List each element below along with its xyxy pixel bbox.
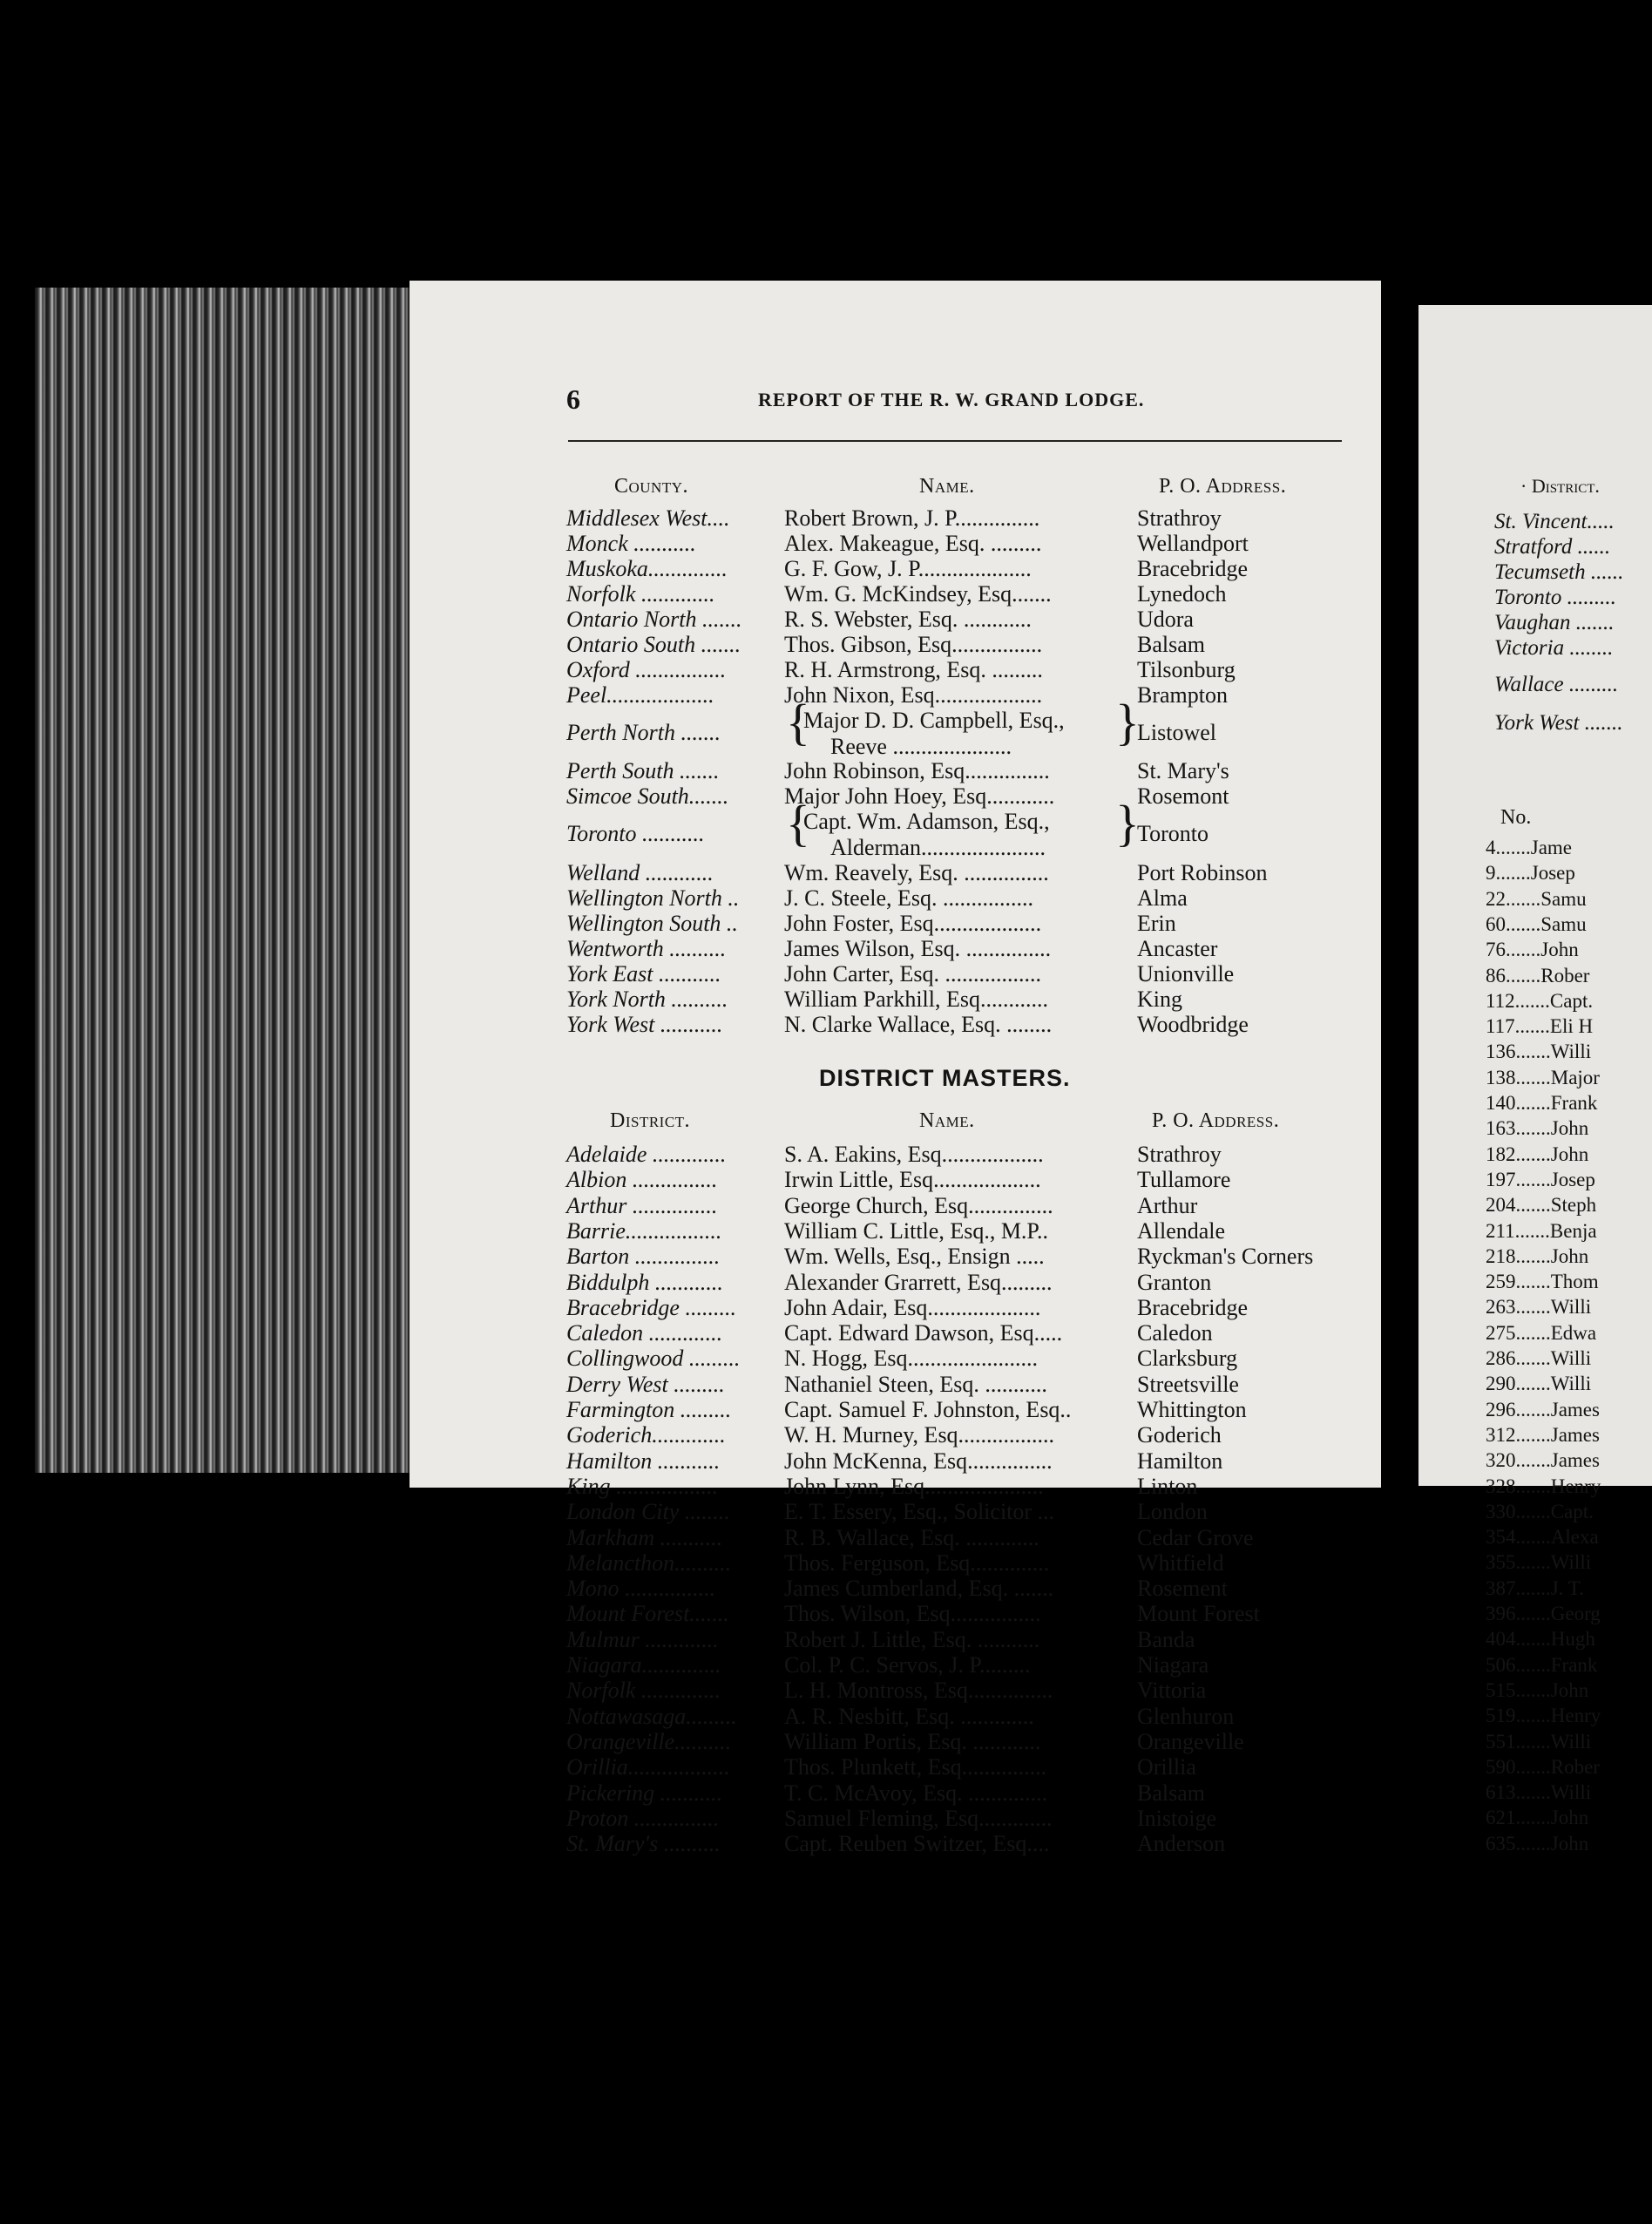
row-address: Tullamore [1137, 1167, 1231, 1193]
row-place: Peel................... [566, 682, 714, 708]
row-place: York East ........... [566, 961, 721, 987]
table-row [566, 632, 1351, 658]
district-header: District. [610, 1109, 691, 1132]
table-row [566, 1678, 1351, 1704]
row-address: Whitfield [1137, 1549, 1224, 1576]
row-place: London City ........ [566, 1499, 730, 1525]
right-numbered-item: 635.......John [1486, 1832, 1589, 1854]
row-name: J. C. Steele, Esq. ................ [784, 885, 1033, 911]
section-title: DISTRICT MASTERS. [819, 1065, 1071, 1091]
right-no-header: No. [1500, 806, 1532, 829]
right-numbered-item: 519.......Henry [1486, 1705, 1601, 1727]
row-place: Norfolk .............. [566, 1678, 721, 1704]
right-numbered-item: 140.......Frank [1486, 1092, 1598, 1114]
brace-close-2: } [1115, 795, 1140, 851]
row-name: Robert J. Little, Esq. ........... [784, 1626, 1040, 1652]
row-place: Barton ............... [566, 1244, 721, 1270]
row-name: James Cumberland, Esq. ....... [784, 1576, 1054, 1602]
table-row [566, 1754, 1351, 1780]
row-name: S. A. Eakins, Esq.................. [784, 1142, 1044, 1167]
row-address: Alma [1137, 885, 1188, 911]
row-name: Robert Brown, J. P............... [784, 505, 1040, 531]
row-address: Whittington [1137, 1397, 1247, 1422]
right-numbered-item: 290.......Willi [1486, 1373, 1592, 1395]
row-address: Strathroy [1137, 1142, 1222, 1167]
row-address: St. Mary's [1137, 758, 1229, 783]
row-name: Alex. Makeague, Esq. ......... [784, 531, 1042, 556]
row-address: Hamilton [1137, 1448, 1223, 1474]
row-name: Thos. Wilson, Esq................ [784, 1601, 1041, 1627]
table-row [566, 1295, 1351, 1321]
row-name: Wm. G. McKindsey, Esq....... [784, 581, 1052, 607]
right-numbered-item: 259.......Thom [1486, 1271, 1599, 1293]
toronto-name-1: Capt. Wm. Adamson, Esq., [803, 809, 1050, 834]
brace-close: } [1115, 694, 1140, 750]
book-page-edges [35, 288, 418, 1473]
row-name: John Nixon, Esq................... [784, 682, 1043, 708]
row-place: Pickering ........... [566, 1780, 723, 1806]
table-row [566, 1652, 1351, 1678]
row-place: Caledon ............. [566, 1320, 723, 1346]
row-address: Linton [1137, 1473, 1198, 1499]
row-address: London [1137, 1499, 1208, 1525]
right-numbered-item: 197.......Josep [1486, 1168, 1595, 1190]
table-row [566, 1012, 1351, 1038]
table-row [566, 556, 1351, 582]
row-place: Orangeville.......... [566, 1728, 732, 1754]
row-address: Orillia [1137, 1754, 1196, 1780]
row-address: Ancaster [1137, 936, 1218, 961]
right-numbered-item: 355.......Willi [1486, 1551, 1592, 1574]
row-name: John Robinson, Esq............... [784, 758, 1050, 783]
right-numbered-item: 286.......Willi [1486, 1347, 1592, 1369]
right-district-item: St. Vincent..... [1494, 510, 1615, 533]
row-place: Mount Forest....... [566, 1601, 729, 1627]
row-address: Rosement [1137, 1576, 1228, 1602]
page-number: 6 [566, 383, 580, 415]
right-numbered-item: 211.......Benja [1486, 1219, 1597, 1242]
row-place: Albion ............... [566, 1167, 718, 1193]
row-name: Wm. Reavely, Esq. ............... [784, 860, 1049, 885]
row-address: Bracebridge [1137, 556, 1249, 581]
right-numbered-item: 86.......Rober [1486, 964, 1590, 987]
row-place: Ontario North ....... [566, 607, 742, 632]
row-address: Banda [1137, 1626, 1195, 1652]
row-place: St. Mary's .......... [566, 1831, 721, 1857]
row-name: William Parkhill, Esq............ [784, 987, 1048, 1012]
right-numbered-item: 320.......James [1486, 1449, 1600, 1472]
table-row [566, 1627, 1351, 1653]
right-numbered-item: 354.......Alexa [1486, 1526, 1599, 1549]
table-row [566, 1729, 1351, 1755]
right-numbered-item: 330.......Capt. [1486, 1500, 1594, 1522]
row-address: Udora [1137, 607, 1194, 632]
row-place: York North .......... [566, 987, 728, 1012]
table-row [566, 1780, 1351, 1807]
right-numbered-item: 621.......John [1486, 1807, 1589, 1829]
table-row [566, 1499, 1351, 1525]
row-name: Capt. Edward Dawson, Esq..... [784, 1320, 1063, 1346]
row-name: Wm. Wells, Esq., Ensign ..... [784, 1244, 1045, 1270]
right-district-header: · District. [1520, 475, 1600, 497]
right-district-item: Toronto ......... [1494, 586, 1616, 609]
row-name: William C. Little, Esq., M.P.. [784, 1217, 1049, 1244]
row-place: Norfolk ............. [566, 581, 715, 607]
right-numbered-item: 9.......Josep [1486, 862, 1575, 885]
row-address: Niagara [1137, 1652, 1209, 1678]
row-name: N. Hogg, Esq....................... [784, 1346, 1039, 1372]
right-district-item: Tecumseth ...... [1494, 560, 1624, 584]
right-numbered-item: 138.......Major [1486, 1066, 1600, 1088]
table-row [566, 1474, 1351, 1500]
perth-north-address: Listowel [1137, 720, 1216, 745]
row-name: A. R. Nesbitt, Esq. ............. [784, 1703, 1034, 1729]
row-place: Derry West ......... [566, 1371, 725, 1397]
table-row [566, 682, 1351, 709]
row-name: Major John Hoey, Esq............ [784, 783, 1055, 809]
right-numbered-item: 60.......Samu [1486, 912, 1587, 935]
row-name: John Lynn, Esq..................... [784, 1473, 1044, 1499]
right-numbered-item: 218.......John [1486, 1244, 1589, 1267]
row-place: York West ........... [566, 1012, 723, 1037]
row-address: Ryckman's Corners [1137, 1244, 1314, 1270]
row-place: Melancthon.......... [566, 1549, 732, 1576]
table-row [566, 1704, 1351, 1730]
row-name: Samuel Fleming, Esq............. [784, 1805, 1053, 1831]
table-row [566, 1270, 1351, 1296]
perth-north-name-2: Reeve ..................... [830, 734, 1012, 759]
row-place: Markham ........... [566, 1524, 723, 1550]
row-place: Perth South ....... [566, 758, 720, 783]
right-numbered-item: 22.......Samu [1486, 887, 1587, 910]
table-row [566, 1550, 1351, 1576]
row-address: Vittoria [1137, 1678, 1207, 1704]
row-place: Wentworth .......... [566, 936, 727, 961]
table-row [566, 581, 1351, 607]
row-address: Glenhuron [1137, 1703, 1235, 1729]
district-address-header: P. O. Address. [1152, 1109, 1280, 1132]
table-row [566, 1142, 1351, 1168]
row-name: John Adair, Esq.................... [784, 1294, 1041, 1320]
row-place: Hamilton ........... [566, 1448, 721, 1474]
row-place: Ontario South ....... [566, 632, 741, 657]
row-name: E. T. Essery, Esq., Solicitor ... [784, 1499, 1055, 1525]
row-address: Arthur [1137, 1192, 1198, 1218]
row-address: Anderson [1137, 1831, 1226, 1857]
row-address: Mount Forest [1137, 1601, 1260, 1627]
row-name: Capt. Reuben Switzer, Esq.... [784, 1831, 1050, 1857]
table-row [566, 961, 1351, 987]
row-place: Bracebridge ......... [566, 1294, 736, 1320]
table-row [566, 1244, 1351, 1270]
table-row [566, 1831, 1351, 1857]
row-place: Proton ............... [566, 1805, 720, 1831]
row-place: Nottawasaga......... [566, 1703, 737, 1729]
district-name-header: Name. [919, 1109, 975, 1132]
row-name: Thos. Plunkett, Esq............... [784, 1754, 1047, 1780]
row-address: Caledon [1137, 1320, 1213, 1346]
table-row [566, 657, 1351, 683]
row-address: Clarksburg [1137, 1346, 1238, 1372]
right-numbered-item: 76.......John [1486, 939, 1579, 961]
row-name: Nathaniel Steen, Esq. ........... [784, 1371, 1047, 1397]
row-name: R. S. Webster, Esq. ............ [784, 607, 1032, 632]
row-address: Wellandport [1137, 531, 1249, 556]
row-place: Wellington North .. [566, 885, 740, 911]
right-numbered-item: 117.......Eli H [1486, 1015, 1594, 1038]
table-row [566, 1806, 1351, 1832]
table-row [566, 911, 1351, 937]
row-name: Capt. Samuel F. Johnston, Esq.. [784, 1397, 1072, 1422]
row-name: Alexander Grarrett, Esq......... [784, 1269, 1053, 1295]
row-name: R. B. Wallace, Esq. ............. [784, 1524, 1039, 1550]
row-name: James Wilson, Esq. ............... [784, 936, 1052, 961]
right-numbered-item: 275.......Edwa [1486, 1321, 1597, 1344]
perth-north-name-1: Major D. D. Campbell, Esq., [803, 708, 1065, 733]
row-name: John Foster, Esq................... [784, 911, 1042, 936]
row-name: John McKenna, Esq............... [784, 1448, 1053, 1474]
row-place: Niagara.............. [566, 1652, 721, 1678]
header-rule [568, 440, 1342, 442]
table-row [566, 936, 1351, 962]
right-district-item: Vaughan ....... [1494, 611, 1615, 634]
right-numbered-item: 312.......James [1486, 1423, 1600, 1446]
row-address: Goderich [1137, 1422, 1222, 1448]
table-row [566, 987, 1351, 1013]
right-district-item: Victoria ........ [1494, 636, 1614, 660]
row-address: Unionville [1137, 961, 1235, 987]
row-place: Mono ................ [566, 1576, 716, 1602]
row-place: Simcoe South....... [566, 783, 729, 809]
row-address: Lynedoch [1137, 581, 1227, 607]
right-numbered-item: 136.......Willi [1486, 1041, 1592, 1063]
right-numbered-item: 4.......Jame [1486, 837, 1573, 858]
row-place: Monck ........... [566, 531, 696, 556]
row-name: T. C. McAvoy, Esq. .............. [784, 1780, 1048, 1806]
row-address: Balsam [1137, 1780, 1205, 1806]
row-name: G. F. Gow, J. P.................... [784, 556, 1032, 581]
row-place: Oxford ................ [566, 657, 727, 682]
row-name: William Portis, Esq. ............ [784, 1728, 1041, 1754]
row-address: Cedar Grove [1137, 1524, 1254, 1550]
table-row [566, 758, 1351, 784]
table-row [566, 1320, 1351, 1346]
row-address: Port Robinson [1137, 860, 1268, 885]
row-address: Allendale [1137, 1217, 1226, 1244]
row-place: Adelaide ............. [566, 1142, 727, 1167]
right-numbered-item: 590.......Rober [1486, 1755, 1600, 1778]
right-district-item: Stratford ...... [1494, 535, 1611, 559]
brace-open: { [786, 694, 810, 750]
table-row [566, 1167, 1351, 1193]
row-place: Collingwood ......... [566, 1346, 741, 1372]
row-place: Welland ............ [566, 860, 714, 885]
row-name: N. Clarke Wallace, Esq. ........ [784, 1012, 1053, 1037]
row-address: Brampton [1137, 682, 1228, 708]
row-place: Orillia.................. [566, 1754, 730, 1780]
address-header: P. O. Address. [1159, 475, 1287, 498]
row-address: Inistoige [1137, 1805, 1216, 1831]
row-address: Woodbridge [1137, 1012, 1249, 1037]
right-numbered-item: 163.......John [1486, 1117, 1589, 1140]
table-row [566, 531, 1351, 557]
right-numbered-item: 506.......Frank [1486, 1653, 1598, 1676]
table-row [566, 505, 1351, 532]
perth-north-county: Perth North ....... [566, 720, 721, 745]
right-numbered-item: 515.......John [1486, 1678, 1589, 1701]
table-row [566, 1525, 1351, 1551]
row-name: Irwin Little, Esq................... [784, 1167, 1041, 1193]
row-address: Streetsville [1137, 1371, 1239, 1397]
row-address: Erin [1137, 911, 1176, 936]
right-district-item: Wallace ......... [1494, 673, 1619, 696]
row-address: Orangeville [1137, 1728, 1244, 1754]
row-name: R. H. Armstrong, Esq. ......... [784, 657, 1043, 682]
row-name: George Church, Esq............... [784, 1192, 1053, 1218]
row-name: L. H. Montross, Esq............... [784, 1678, 1053, 1704]
toronto-county: Toronto ........... [566, 821, 705, 846]
running-head: REPORT OF THE R. W. GRAND LODGE. [758, 389, 1145, 410]
brace-open-2: { [786, 795, 810, 851]
right-numbered-item: 551.......Willi [1486, 1730, 1592, 1753]
row-name: Thos. Gibson, Esq................ [784, 632, 1043, 657]
row-address: Rosemont [1137, 783, 1229, 809]
row-place: Farmington ......... [566, 1397, 732, 1422]
row-name: Thos. Ferguson, Esq.............. [784, 1549, 1050, 1576]
right-numbered-item: 404.......Hugh [1486, 1628, 1595, 1651]
row-address: Bracebridge [1137, 1294, 1249, 1320]
toronto-name-2: Alderman...................... [830, 835, 1046, 860]
row-name: W. H. Murney, Esq................. [784, 1422, 1055, 1448]
table-row [566, 783, 1351, 810]
table-row [566, 1601, 1351, 1627]
table-row [566, 1218, 1351, 1244]
row-name: John Carter, Esq. ................. [784, 961, 1042, 987]
table-row [566, 860, 1351, 886]
table-row [566, 1448, 1351, 1475]
row-place: Wellington South .. [566, 911, 738, 936]
right-numbered-item: 396.......Georg [1486, 1603, 1601, 1624]
right-numbered-item: 204.......Steph [1486, 1194, 1597, 1217]
row-place: Middlesex West.... [566, 505, 730, 531]
toronto-address: Toronto [1137, 821, 1209, 846]
right-numbered-item: 387.......J. T. [1486, 1576, 1584, 1599]
row-place: Muskoka.............. [566, 556, 728, 581]
right-numbered-item: 613.......Willi [1486, 1781, 1592, 1804]
table-row [566, 885, 1351, 912]
row-place: King .................. [566, 1473, 719, 1499]
row-address: Tilsonburg [1137, 657, 1236, 682]
table-row [566, 1576, 1351, 1602]
row-address: Granton [1137, 1269, 1212, 1295]
row-address: Strathroy [1137, 505, 1222, 531]
row-place: Goderich............. [566, 1422, 726, 1448]
table-row [566, 1422, 1351, 1448]
table-row [566, 607, 1351, 633]
right-numbered-item: 296.......James [1486, 1398, 1600, 1421]
row-place: Mulmur ............. [566, 1626, 719, 1652]
row-address: King [1137, 987, 1182, 1012]
right-numbered-item: 182.......John [1486, 1143, 1589, 1165]
right-numbered-item: 263.......Willi [1486, 1296, 1592, 1319]
right-district-item: York West ....... [1494, 711, 1623, 735]
right-numbered-item: 112.......Capt. [1486, 989, 1594, 1012]
name-header: Name. [919, 475, 975, 498]
row-place: Barrie................. [566, 1217, 722, 1244]
row-place: Arthur ............... [566, 1192, 718, 1218]
table-row [566, 1372, 1351, 1398]
right-numbered-item: 328.......Henry [1486, 1475, 1601, 1497]
county-header: County. [614, 475, 688, 498]
row-place: Biddulph ............ [566, 1269, 723, 1295]
row-address: Balsam [1137, 632, 1205, 657]
table-row [566, 1397, 1351, 1423]
table-row [566, 1193, 1351, 1219]
table-row [566, 1346, 1351, 1372]
row-name: Col. P. C. Servos, J. P......... [784, 1652, 1031, 1678]
